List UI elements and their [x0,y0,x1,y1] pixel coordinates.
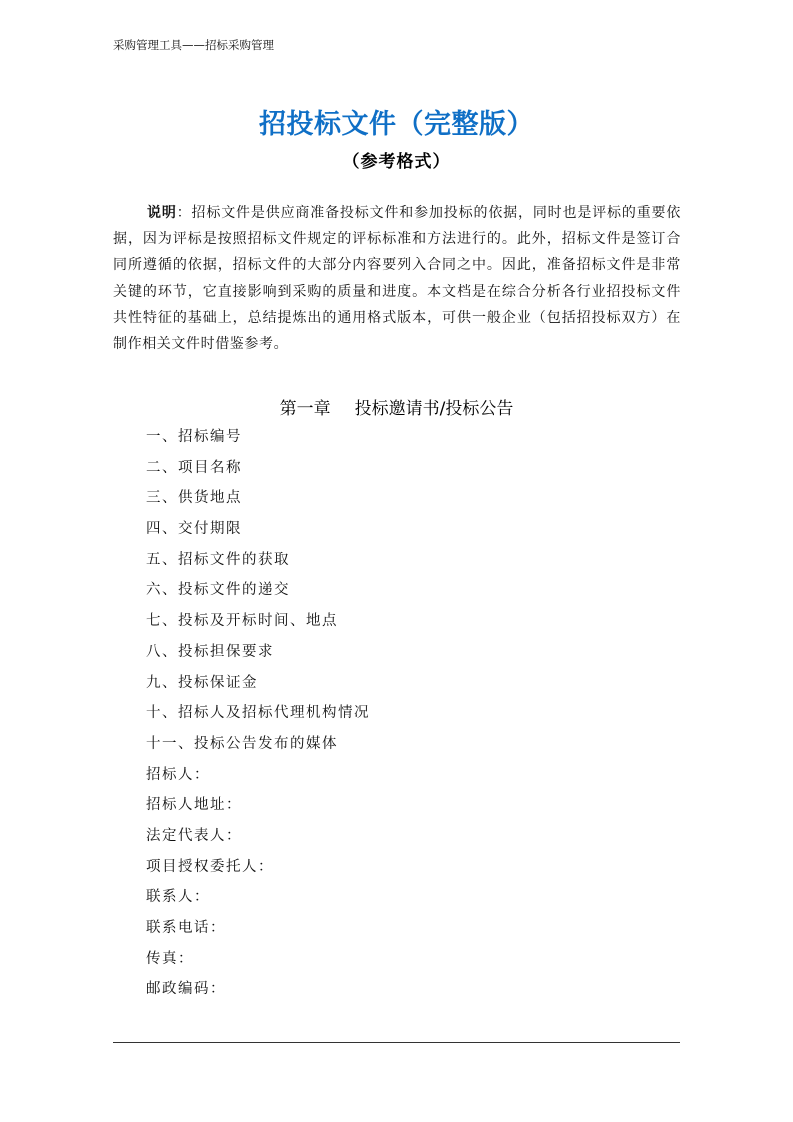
field-label: 项目授权委托人： [146,858,274,875]
list-item: 九、投标保证金 [146,674,258,691]
page-header: 采购管理工具——招标采购管理 [113,38,274,52]
list-item: 四、交付期限 [146,521,242,538]
chapter-number: 第一章 [279,399,331,419]
intro-body: 招标文件是供应商准备投标文件和参加投标的依据，同时也是评标的重要依据，因为评标是按照招标文件规定的评标标准和方法进行的。此外，招标文件是签订合同所遵循的依据，招标文件的大部分内容要列入合同之中。因此，准备招标文件是非常关键的环节，它直接影响到采购的质量和进度。本文档是在综合分析各行业招投标文件共性特征的基础上，总结提炼出的通用格式版本，可供一般企业（包括招投标双方）在制作相关文件时借鉴参考。 [113,205,681,353]
list-item: 八、投标担保要求 [146,643,274,660]
chapter-heading [0,394,793,419]
list-item: 一、招标编号 [146,429,242,445]
list-item: 七、投标及开标时间、地点 [146,613,338,630]
intro-paragraph [113,200,681,357]
field-label: 招标人： [146,766,210,783]
intro-label: 说明 [147,205,177,221]
list-item: 六、投标文件的递交 [146,582,290,599]
list-item: 十、招标人及招标代理机构情况 [146,705,370,722]
list-item: 二、项目名称 [146,459,242,476]
list-item: 三、供货地点 [146,490,242,507]
chapter-items-list [146,425,370,1008]
field-label: 招标人地址： [146,797,242,814]
list-item: 五、招标文件的获取 [146,551,290,568]
field-label: 传真： [146,950,194,967]
field-label: 法定代表人： [146,827,242,844]
list-item: 十一、投标公告发布的媒体 [146,735,338,752]
chapter-title: 投标邀请书/投标公告 [354,399,514,419]
intro-colon: ： [176,205,192,221]
document-subtitle: （参考格式） [342,152,451,172]
field-label: 邮政编码： [146,981,226,998]
field-label: 联系人： [146,889,210,906]
document-title: 招投标文件（完整版） [259,109,534,140]
footer-divider [113,1042,680,1043]
field-label: 联系电话： [146,920,226,936]
